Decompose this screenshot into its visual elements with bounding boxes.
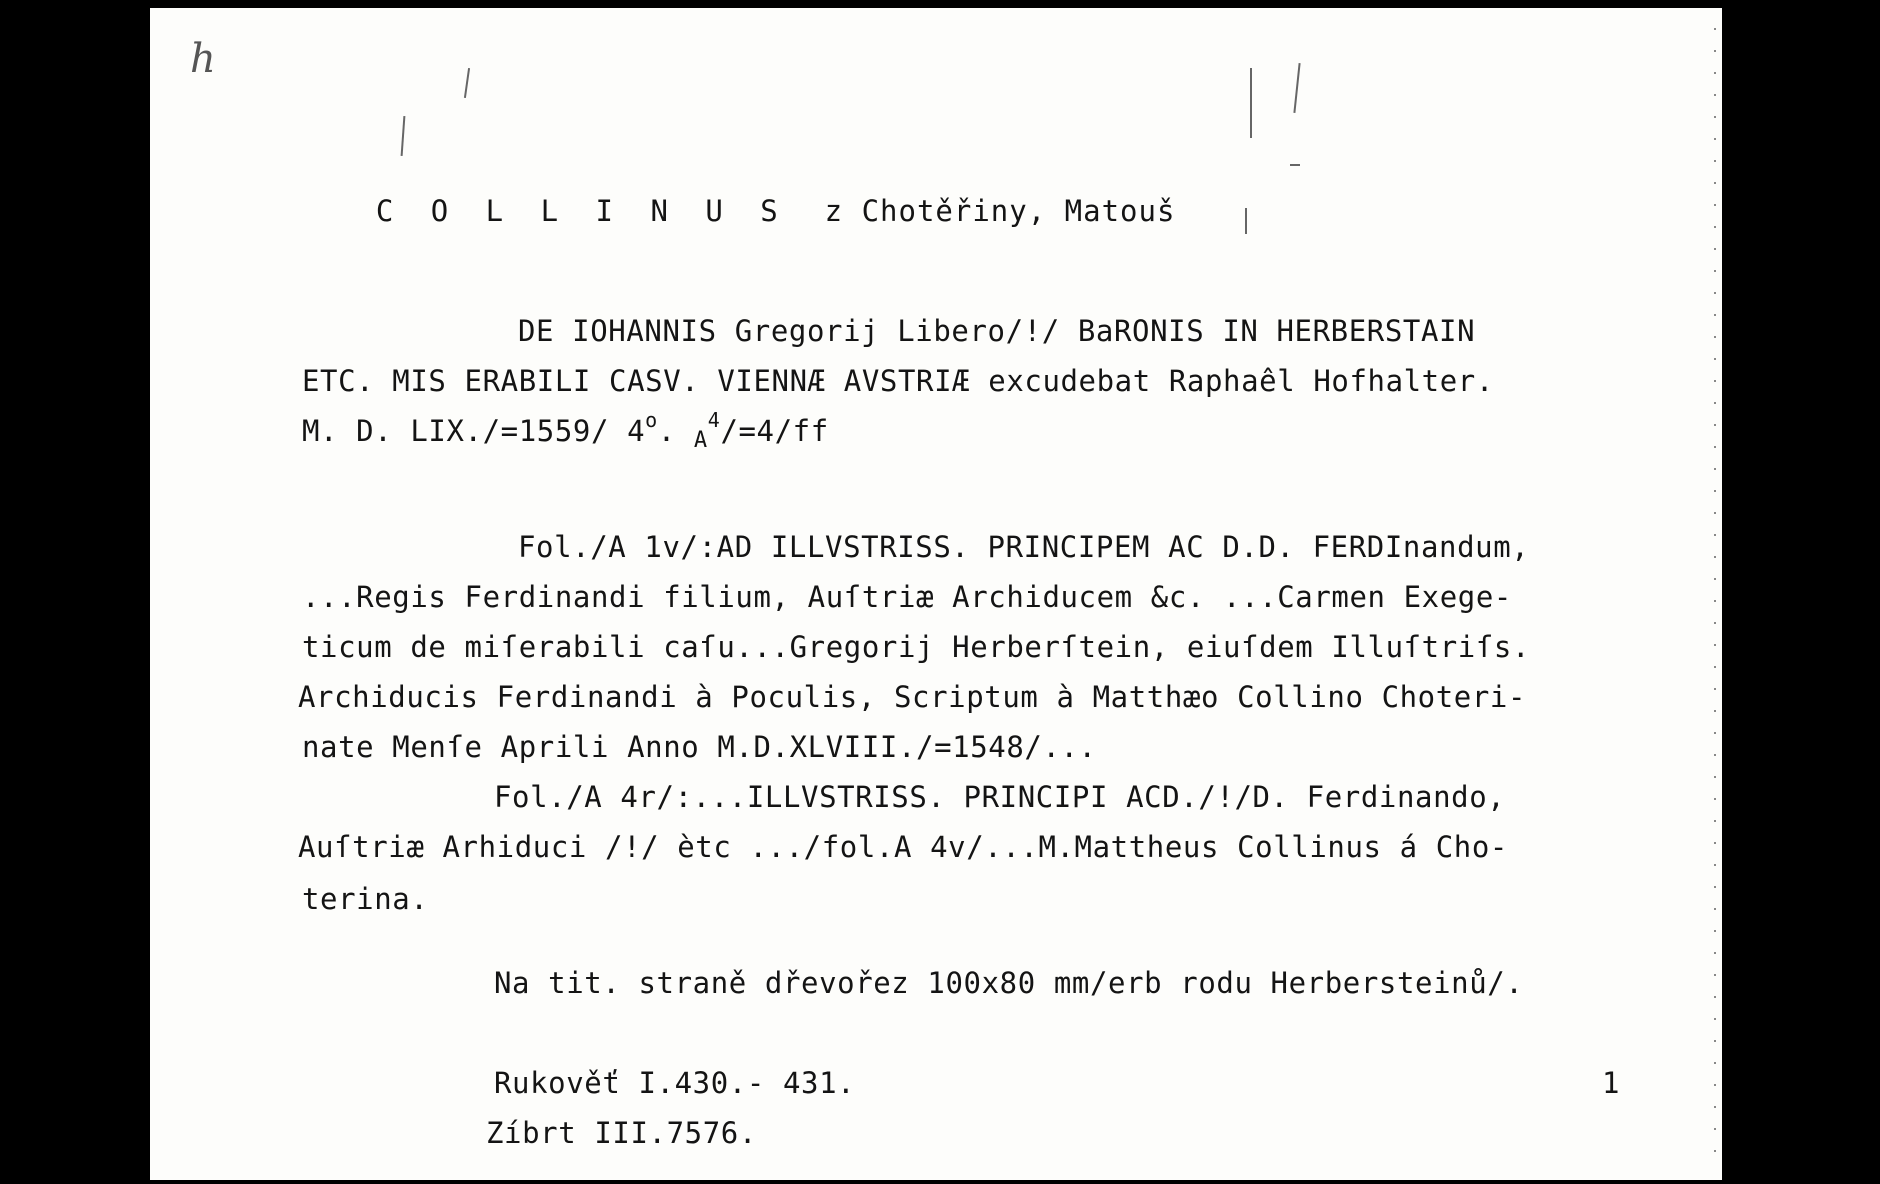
fol2-line-1: Fol./A 4r/:...ILLVSTRISS. PRINCIPI ACD./!/D. Ferdinando,	[494, 780, 1506, 814]
reference-rukovet: Rukověť I.430.- 431.	[494, 1066, 856, 1100]
scan-edge-dots	[1714, 28, 1716, 1160]
title-line-1: DE IOHANNIS Gregorij Libero/!/ BaRONIS IN HERBERSTAIN	[518, 314, 1476, 348]
signature-letter: A	[693, 428, 708, 453]
fol1-line-5: nate Menſe Aprili Anno M.D.XLVIII./=1548/...	[302, 730, 1097, 764]
fol1-line-1: Fol./A 1v/:AD ILLVSTRISS. PRINCIPEM AC D.D. FERDInandum,	[518, 530, 1530, 564]
reference-zibrt: Zíbrt III.7576.	[486, 1116, 757, 1150]
fol1-line-4: Archiducis Ferdinandi à Poculis, Scriptum à Matthæo Collino Choteri-	[298, 680, 1527, 714]
title-line-2: ETC. MIS ERABILI CASV. VIENNÆ AVSTRIÆ excudebat Raphaêl Hofhalter.	[302, 364, 1494, 398]
scan-mark	[401, 116, 406, 156]
scan-mark	[1293, 63, 1300, 113]
scan-mark	[1290, 164, 1300, 166]
imprint-date: M. D. LIX./=1559/ 4	[302, 414, 646, 448]
title-line-3	[302, 408, 829, 453]
pencil-annotation: h	[190, 36, 216, 82]
fol2-line-3: terina.	[302, 882, 429, 916]
author-heading	[302, 160, 1175, 262]
card-count: 1	[1602, 1066, 1621, 1100]
author-name-rest: z Chotěřiny, Matouš	[824, 194, 1176, 228]
scan-mark	[464, 68, 470, 98]
leaf-count: /=4/ff	[720, 414, 829, 448]
scan-mark	[1250, 68, 1252, 138]
catalog-card	[150, 8, 1722, 1180]
author-surname: C O L L I N U S	[375, 194, 788, 228]
woodcut-note: Na tit. straně dřevořez 100x80 mm/erb rodu Herbersteinů/.	[494, 966, 1524, 1000]
fol1-line-3: ticum de miſerabili caſu...Gregorij Herberſtein, eiuſdem Illuſtriſs.	[302, 630, 1531, 664]
signature-count: 4	[707, 408, 721, 432]
fol2-line-2: Auſtriæ Arhiduci /!/ ètc .../fol.A 4v/...M.Mattheus Collinus á Cho-	[298, 830, 1508, 864]
format-degree: o	[645, 408, 658, 432]
separator: .	[657, 414, 694, 448]
scan-mark	[1245, 208, 1247, 234]
fol1-line-2: ...Regis Ferdinandi filium, Auſtriæ Archiducem &c. ...Carmen Exege-	[302, 580, 1512, 614]
